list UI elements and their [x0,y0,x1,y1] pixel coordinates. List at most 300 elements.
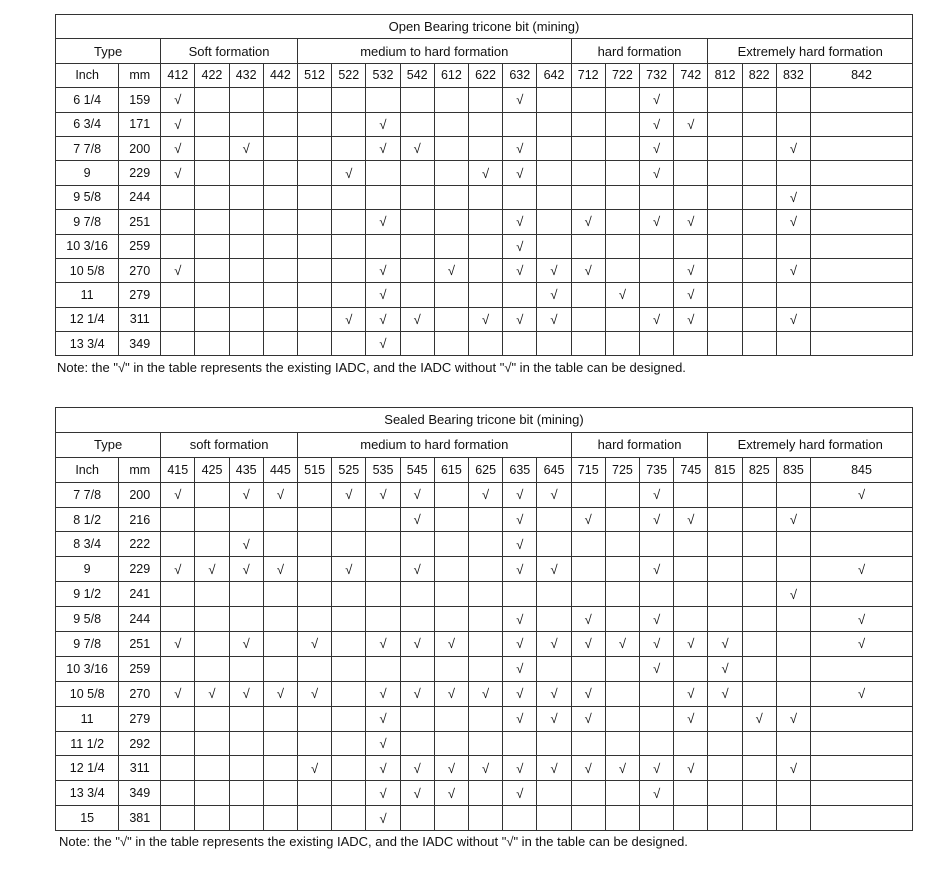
iadc-empty-cell [811,582,913,607]
iadc-check-mark: √ [811,607,913,632]
iadc-empty-cell [605,185,639,209]
iadc-empty-cell [571,332,605,356]
iadc-check-mark: √ [400,307,434,331]
iadc-empty-cell [503,731,537,756]
size-inch-cell: 11 [56,283,119,307]
iadc-check-mark: √ [366,332,400,356]
iadc-empty-cell [708,607,742,632]
iadc-empty-cell [298,656,332,681]
iadc-empty-cell [297,307,331,331]
table-row [56,185,913,209]
iadc-code-header: 732 [640,63,674,87]
iadc-empty-cell [708,557,742,582]
iadc-empty-cell [161,283,195,307]
iadc-empty-cell [195,532,229,557]
iadc-check-mark: √ [776,756,810,781]
size-mm-cell: 251 [119,210,161,234]
iadc-code-header: 545 [400,457,434,482]
iadc-check-mark: √ [503,482,537,507]
iadc-empty-cell [297,283,331,307]
iadc-code-header: 515 [298,457,332,482]
iadc-empty-cell [742,582,776,607]
iadc-empty-cell [708,332,742,356]
iadc-code-header: 742 [674,63,708,87]
table-row [56,681,913,706]
iadc-empty-cell [571,307,605,331]
iadc-empty-cell [708,112,742,136]
iadc-code-header: 435 [229,457,263,482]
iadc-empty-cell [708,258,742,282]
iadc-empty-cell [298,781,332,806]
iadc-empty-cell [229,656,263,681]
size-inch-cell: 9 5/8 [56,185,119,209]
iadc-empty-cell [400,283,434,307]
iadc-empty-cell [742,210,776,234]
iadc-empty-cell [400,706,434,731]
iadc-check-mark: √ [434,781,468,806]
iadc-empty-cell [161,210,195,234]
iadc-empty-cell [742,136,776,160]
iadc-empty-cell [708,88,742,112]
open-bearing-note: Note: the "√" in the table represents the existing IADC, and the IADC without "√" in the table can be designed. [57,360,686,375]
iadc-check-mark: √ [366,258,400,282]
iadc-empty-cell [469,632,503,657]
iadc-empty-cell [468,185,502,209]
iadc-empty-cell [195,258,229,282]
iadc-empty-cell [776,806,810,831]
size-mm-cell: 292 [119,731,161,756]
iadc-empty-cell [468,234,502,258]
iadc-empty-cell [332,88,366,112]
iadc-check-mark: √ [161,161,195,185]
table-row [56,507,913,532]
iadc-empty-cell [263,258,297,282]
iadc-check-mark: √ [640,136,674,160]
iadc-empty-cell [742,258,776,282]
iadc-empty-cell [434,607,468,632]
iadc-empty-cell [605,806,639,831]
iadc-code-header: 845 [811,457,913,482]
iadc-check-mark: √ [503,557,537,582]
iadc-empty-cell [537,582,571,607]
iadc-check-mark: √ [503,507,537,532]
iadc-empty-cell [195,210,229,234]
iadc-empty-cell [811,507,913,532]
iadc-empty-cell [742,806,776,831]
iadc-empty-cell [537,806,571,831]
iadc-empty-cell [605,234,639,258]
size-mm-cell: 244 [119,185,161,209]
table-row [56,806,913,831]
iadc-empty-cell [811,656,913,681]
iadc-empty-cell [332,210,366,234]
iadc-empty-cell [708,706,742,731]
iadc-empty-cell [742,557,776,582]
iadc-empty-cell [161,756,195,781]
iadc-check-mark: √ [332,161,366,185]
iadc-code-header: 715 [571,457,605,482]
iadc-empty-cell [503,806,537,831]
iadc-empty-cell [811,234,913,258]
iadc-empty-cell [742,112,776,136]
size-inch-cell: 9 [56,161,119,185]
iadc-check-mark: √ [640,112,674,136]
iadc-code-header: 525 [332,457,366,482]
iadc-check-mark: √ [468,161,502,185]
iadc-check-mark: √ [161,88,195,112]
iadc-check-mark: √ [366,706,400,731]
iadc-empty-cell [468,283,502,307]
iadc-check-mark: √ [537,482,571,507]
inch-header: Inch [56,63,119,87]
table-row [56,632,913,657]
iadc-empty-cell [640,681,674,706]
size-mm-cell: 171 [119,112,161,136]
iadc-empty-cell [434,185,468,209]
iadc-empty-cell [811,756,913,781]
size-inch-cell: 9 5/8 [56,607,119,632]
table-row [56,582,913,607]
iadc-empty-cell [605,731,639,756]
iadc-check-mark: √ [571,756,605,781]
iadc-empty-cell [571,161,605,185]
iadc-empty-cell [571,532,605,557]
iadc-empty-cell [263,632,297,657]
iadc-empty-cell [469,781,503,806]
iadc-empty-cell [366,185,400,209]
iadc-empty-cell [503,283,537,307]
iadc-empty-cell [332,532,366,557]
iadc-empty-cell [571,482,605,507]
iadc-empty-cell [776,557,810,582]
iadc-check-mark: √ [434,756,468,781]
iadc-empty-cell [161,234,195,258]
iadc-empty-cell [605,607,639,632]
iadc-empty-cell [400,656,434,681]
iadc-empty-cell [605,532,639,557]
iadc-check-mark: √ [776,706,810,731]
iadc-empty-cell [811,781,913,806]
iadc-empty-cell [605,307,639,331]
size-mm-cell: 270 [119,681,161,706]
iadc-empty-cell [263,136,297,160]
iadc-empty-cell [537,656,571,681]
iadc-empty-cell [503,185,537,209]
iadc-check-mark: √ [674,756,708,781]
iadc-code-header: 542 [400,63,434,87]
iadc-check-mark: √ [503,532,537,557]
iadc-empty-cell [332,136,366,160]
iadc-empty-cell [161,332,195,356]
iadc-code-header: 825 [742,457,776,482]
iadc-empty-cell [605,781,639,806]
iadc-check-mark: √ [537,283,571,307]
iadc-empty-cell [776,234,810,258]
iadc-code-header: 425 [195,457,229,482]
iadc-check-mark: √ [571,210,605,234]
iadc-code-header: 722 [605,63,639,87]
iadc-empty-cell [195,632,229,657]
iadc-code-header: 642 [537,63,571,87]
iadc-empty-cell [571,656,605,681]
iadc-empty-cell [195,332,229,356]
iadc-empty-cell [708,781,742,806]
iadc-check-mark: √ [161,557,195,582]
iadc-empty-cell [229,283,263,307]
size-inch-cell: 10 3/16 [56,656,119,681]
iadc-check-mark: √ [640,656,674,681]
iadc-empty-cell [195,781,229,806]
iadc-check-mark: √ [400,632,434,657]
iadc-check-mark: √ [674,210,708,234]
iadc-empty-cell [640,258,674,282]
iadc-empty-cell [434,332,468,356]
iadc-check-mark: √ [503,632,537,657]
iadc-check-mark: √ [229,557,263,582]
iadc-code-header: 842 [811,63,913,87]
iadc-empty-cell [434,307,468,331]
iadc-check-mark: √ [469,482,503,507]
size-mm-cell: 259 [119,656,161,681]
iadc-empty-cell [332,731,366,756]
iadc-code-header: 645 [537,457,571,482]
iadc-empty-cell [332,681,366,706]
iadc-check-mark: √ [332,557,366,582]
iadc-empty-cell [298,706,332,731]
iadc-empty-cell [229,112,263,136]
iadc-empty-cell [811,185,913,209]
iadc-empty-cell [195,234,229,258]
iadc-empty-cell [400,161,434,185]
iadc-empty-cell [332,283,366,307]
iadc-empty-cell [332,112,366,136]
iadc-empty-cell [161,706,195,731]
size-inch-cell: 6 1/4 [56,88,119,112]
iadc-empty-cell [811,706,913,731]
iadc-check-mark: √ [640,307,674,331]
iadc-empty-cell [742,283,776,307]
iadc-empty-cell [537,731,571,756]
iadc-empty-cell [195,806,229,831]
size-mm-cell: 279 [119,283,161,307]
iadc-code-header: 735 [640,457,674,482]
iadc-empty-cell [229,161,263,185]
iadc-check-mark: √ [742,706,776,731]
iadc-empty-cell [571,88,605,112]
formation-group-header: medium to hard formation [298,432,572,457]
iadc-empty-cell [195,756,229,781]
size-inch-cell: 9 [56,557,119,582]
iadc-check-mark: √ [571,607,605,632]
iadc-empty-cell [776,161,810,185]
size-mm-cell: 200 [119,136,161,160]
table-row [56,332,913,356]
iadc-check-mark: √ [605,632,639,657]
iadc-empty-cell [469,607,503,632]
iadc-code-header: 832 [776,63,810,87]
table-row [56,258,913,282]
iadc-empty-cell [332,806,366,831]
iadc-empty-cell [400,332,434,356]
iadc-empty-cell [640,332,674,356]
iadc-empty-cell [674,731,708,756]
iadc-check-mark: √ [503,681,537,706]
iadc-empty-cell [400,806,434,831]
iadc-check-mark: √ [195,681,229,706]
iadc-empty-cell [229,258,263,282]
iadc-check-mark: √ [674,112,708,136]
size-mm-cell: 241 [119,582,161,607]
size-mm-cell: 200 [119,482,161,507]
iadc-empty-cell [468,258,502,282]
iadc-check-mark: √ [503,161,537,185]
iadc-empty-cell [263,806,297,831]
formation-group-header: soft formation [161,432,298,457]
iadc-check-mark: √ [640,632,674,657]
size-inch-cell: 12 1/4 [56,307,119,331]
iadc-empty-cell [434,161,468,185]
iadc-check-mark: √ [366,681,400,706]
iadc-empty-cell [297,136,331,160]
iadc-check-mark: √ [366,307,400,331]
iadc-empty-cell [229,756,263,781]
iadc-empty-cell [161,185,195,209]
iadc-empty-cell [469,557,503,582]
iadc-empty-cell [742,507,776,532]
iadc-check-mark: √ [537,258,571,282]
iadc-empty-cell [263,283,297,307]
iadc-empty-cell [742,532,776,557]
iadc-empty-cell [742,632,776,657]
iadc-empty-cell [742,607,776,632]
iadc-empty-cell [332,656,366,681]
table-row [56,781,913,806]
iadc-check-mark: √ [537,557,571,582]
iadc-check-mark: √ [811,632,913,657]
iadc-check-mark: √ [640,557,674,582]
iadc-check-mark: √ [229,532,263,557]
iadc-empty-cell [434,210,468,234]
iadc-empty-cell [469,507,503,532]
iadc-empty-cell [811,258,913,282]
iadc-empty-cell [468,136,502,160]
iadc-empty-cell [468,210,502,234]
iadc-check-mark: √ [776,136,810,160]
iadc-empty-cell [434,706,468,731]
size-inch-cell: 11 1/2 [56,731,119,756]
iadc-code-header: 442 [263,63,297,87]
iadc-empty-cell [571,781,605,806]
iadc-empty-cell [811,806,913,831]
iadc-check-mark: √ [640,88,674,112]
iadc-empty-cell [400,532,434,557]
iadc-empty-cell [674,781,708,806]
iadc-empty-cell [400,731,434,756]
iadc-empty-cell [161,731,195,756]
iadc-empty-cell [332,582,366,607]
iadc-check-mark: √ [776,582,810,607]
iadc-check-mark: √ [263,557,297,582]
iadc-check-mark: √ [674,258,708,282]
iadc-empty-cell [708,234,742,258]
iadc-empty-cell [263,234,297,258]
iadc-check-mark: √ [503,607,537,632]
iadc-empty-cell [571,582,605,607]
iadc-check-mark: √ [400,681,434,706]
iadc-empty-cell [298,731,332,756]
iadc-empty-cell [776,482,810,507]
iadc-empty-cell [674,161,708,185]
formation-group-header: Extremely hard formation [708,432,913,457]
iadc-empty-cell [776,781,810,806]
iadc-empty-cell [229,706,263,731]
iadc-code-header: 615 [434,457,468,482]
iadc-empty-cell [605,258,639,282]
iadc-empty-cell [366,557,400,582]
iadc-empty-cell [434,283,468,307]
type-header: Type [56,39,161,63]
iadc-empty-cell [400,210,434,234]
iadc-check-mark: √ [366,112,400,136]
iadc-check-mark: √ [674,507,708,532]
iadc-empty-cell [366,532,400,557]
iadc-empty-cell [332,706,366,731]
iadc-empty-cell [434,731,468,756]
iadc-empty-cell [503,332,537,356]
iadc-empty-cell [776,632,810,657]
iadc-empty-cell [776,88,810,112]
iadc-empty-cell [297,210,331,234]
iadc-empty-cell [263,210,297,234]
iadc-empty-cell [366,582,400,607]
iadc-check-mark: √ [195,557,229,582]
iadc-empty-cell [263,706,297,731]
iadc-empty-cell [640,706,674,731]
iadc-check-mark: √ [161,632,195,657]
iadc-check-mark: √ [434,258,468,282]
iadc-check-mark: √ [400,756,434,781]
iadc-empty-cell [571,234,605,258]
type-header: Type [56,432,161,457]
iadc-empty-cell [776,332,810,356]
iadc-empty-cell [469,582,503,607]
iadc-empty-cell [229,210,263,234]
iadc-empty-cell [469,532,503,557]
iadc-empty-cell [571,806,605,831]
iadc-check-mark: √ [263,681,297,706]
size-mm-cell: 349 [119,781,161,806]
iadc-empty-cell [605,112,639,136]
iadc-empty-cell [263,112,297,136]
iadc-check-mark: √ [605,283,639,307]
iadc-check-mark: √ [776,507,810,532]
iadc-empty-cell [229,88,263,112]
formation-group-header: hard formation [571,432,708,457]
iadc-empty-cell [640,185,674,209]
iadc-empty-cell [708,731,742,756]
table-row [56,210,913,234]
iadc-check-mark: √ [571,632,605,657]
iadc-check-mark: √ [571,681,605,706]
iadc-empty-cell [742,185,776,209]
table-row [56,656,913,681]
iadc-empty-cell [811,210,913,234]
iadc-empty-cell [503,582,537,607]
iadc-empty-cell [229,185,263,209]
iadc-check-mark: √ [229,136,263,160]
iadc-empty-cell [742,234,776,258]
iadc-empty-cell [263,185,297,209]
